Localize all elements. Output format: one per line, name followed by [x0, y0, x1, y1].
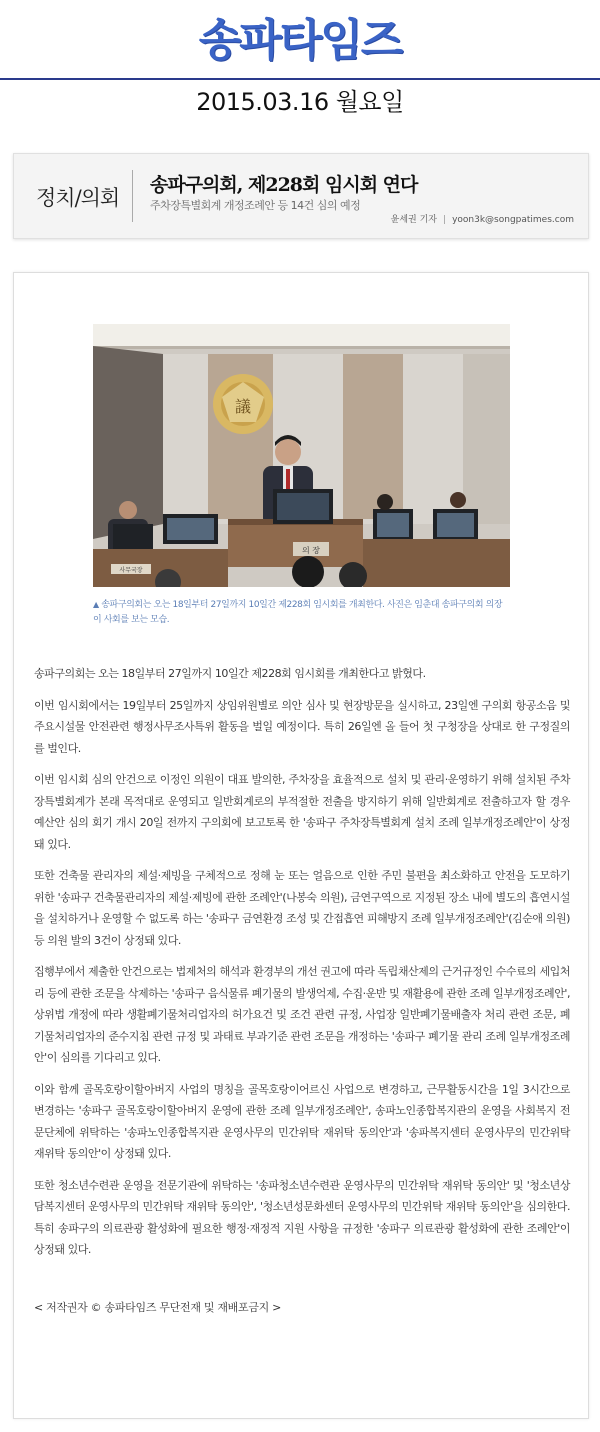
section-label[interactable]: 정치/의회 — [36, 186, 120, 210]
paragraph: 집행부에서 제출한 안건으로는 법제처의 해석과 환경부의 개선 권고에 따라 독립채산제의 근거규정인 수수료의 세입처리 등에 관한 조문을 삭제하는 '송파구 음식물류 폐기물의 발생억제, 수집·운반 및 재활용에 관한 조례 일부개정조례안', 상위법 개정에 따라 생활폐기물처리업자의 허가요건 및 조건 관련 규정, 사업장 일반폐기물배출자 처리 관련 조문, 폐기물처리업자의 준수지침 관련 규정 및 과태료 부과기준 관련 조문을 개정하는 '송파구 폐기물 관리 조례 일부개정조례안'이 심의를 기다리고 있다. — [34, 965, 570, 1064]
masthead — [0, 0, 600, 80]
byline — [391, 212, 574, 225]
article-title: 송파구의회, 제228회 임시회 연다 — [150, 174, 418, 196]
council-chamber-image — [93, 324, 510, 587]
caption-marker: ▲ — [93, 600, 99, 609]
emblem-text: 議 — [234, 397, 252, 416]
copyright-notice: < 저작권자 © 송파타임즈 무단전재 및 재배포금지 > — [34, 1301, 282, 1314]
caption-text: 송파구의회는 오는 18일부터 27일까지 10일간 제228회 임시회를 개최한다. 사진은 임춘대 송파구의회 의장이 사회를 보는 모습. — [93, 600, 503, 625]
article-body-box — [13, 272, 589, 1419]
issue-date: 2015.03.16 월요일 — [196, 88, 404, 116]
article-text — [34, 663, 570, 1271]
paragraph: 송파구의회는 오는 18일부터 27일까지 10일간 제228회 임시회를 개최한다고 밝혔다. — [34, 667, 426, 680]
reporter-email[interactable]: yoon3k@songpatimes.com — [452, 215, 574, 225]
photo-caption — [93, 597, 510, 628]
paragraph: 이번 임시회에서는 19일부터 25일까지 상임위원별로 의안 심사 및 현장방문을 실시하고, 23일엔 구의회 항공소음 및 주요시설물 안전관련 행정사무조사특위 활동을 벌일 예정이다. 특히 26일엔 올 들어 첫 구청장을 상대로 한 구정질의를 벌인다. — [34, 698, 570, 755]
paragraph: 또한 건축물 관리자의 제설·제빙을 구체적으로 정해 눈 또는 얼음으로 인한 주민 불편을 최소화하고 안전을 도모하기 위한 '송파구 건축물관리자의 제설·제빙에 관한 조례안'(나봉숙 의원), 금연구역으로 지정된 장소 내에 별도의 흡연시설을 설치하거나 운영할 수 없도록 하는 '송파구 금연환경 조성 및 간접흡연 피해방지 조례 일부개정조례안'(김순애 의원) 등 의원 발의 3건이 상정돼 있다. — [34, 869, 570, 947]
article-header — [13, 153, 589, 239]
article-subtitle: 주차장특별회계 개정조례안 등 14건 심의 예정 — [150, 199, 361, 212]
podium-label: 의 장 — [302, 546, 320, 555]
paragraph: 이번 임시회 심의 안건으로 이정인 의원이 대표 발의한, 주차장을 효율적으로 설치 및 관리·운영하기 위해 설치된 주차장특별회계가 본래 목적대로 운영되고 일반회계로의 부적절한 전출을 방지하기 위해 일반회계로 전출하고자 할 경우 예산안 심의 회기 개시 20일 전까지 구의회에 보고토록 한 '송파구 주차장특별회계 설치 조례 일부개정조례안'이 상정돼 있다. — [34, 773, 570, 851]
byline-separator: | — [443, 215, 447, 225]
paragraph: 또한 청소년수련관 운영을 전문기관에 위탁하는 '송파청소년수련관 운영사무의 민간위탁 재위탁 동의안' 및 '청소년상담복지센터 운영사무의 민간위탁 재위탁 동의안', '청소년성문화센터 운영사무의 민간위탁 재위탁 동의안'을 심의한다. 특히 송파구의 의료관광 활성화에 필요한 행정·재정적 지원 사항을 규정한 '송파구 의료관광 활성화에 관한 조례안'이 상정돼 있다. — [34, 1178, 570, 1256]
header-divider — [132, 170, 133, 222]
reporter-name: 윤세권 기자 — [390, 215, 438, 225]
site-logo[interactable]: 송파타임즈 — [198, 15, 402, 66]
article-photo — [93, 324, 510, 587]
paragraph: 이와 함께 골목호랑이할아버지 사업의 명칭을 골목호랑이어르신 사업으로 변경하고, 근무활동시간을 1일 3시간으로 변경하는 '송파구 골목호랑이할아버지 운영에 관한 조례 일부개정조례안', 송파노인종합복지관의 운영을 사회복지 전문단체에 위탁하는 '송파노인종합복지관 운영사무의 민간위탁 재위탁 동의안'과 '송파복지센터 운영사무의 민간위탁 재위탁 동의안'이 상정돼 있다. — [34, 1082, 570, 1160]
desk-label: 사무국장 — [119, 567, 143, 574]
